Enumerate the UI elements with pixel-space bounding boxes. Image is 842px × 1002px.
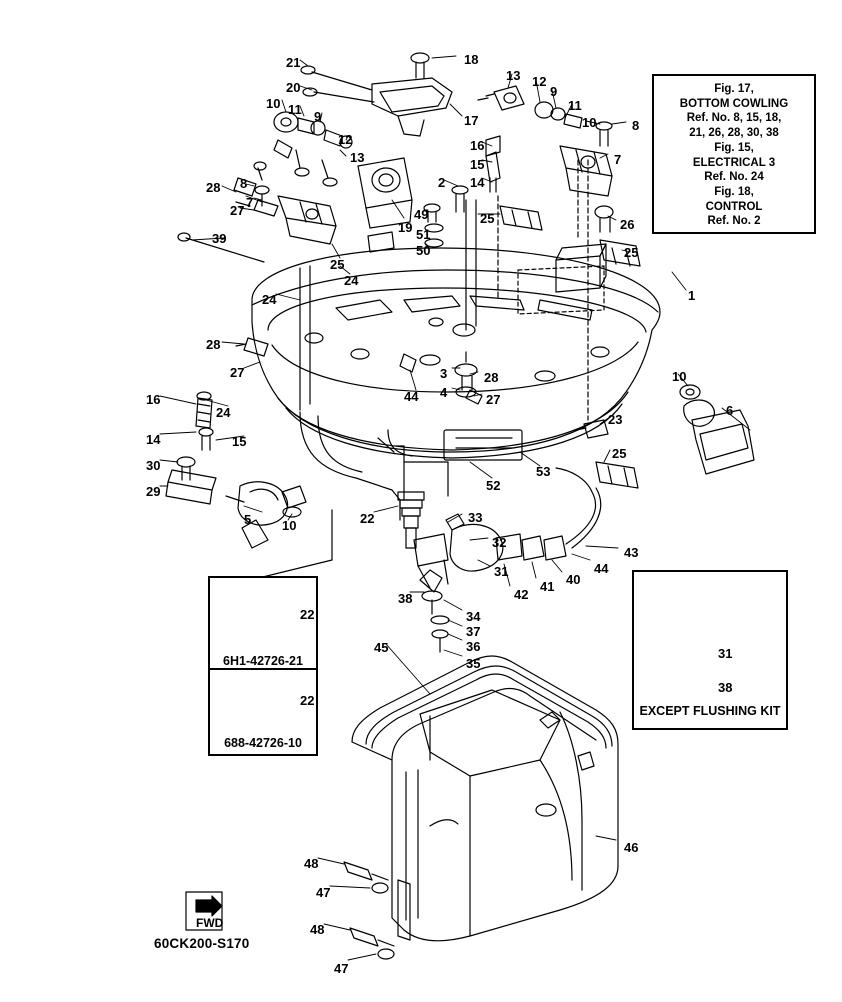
callout-42: 42	[514, 587, 529, 602]
callout-47: 47	[334, 961, 349, 976]
callout-25: 25	[612, 446, 627, 461]
callout-10: 10	[282, 518, 297, 533]
callout-45: 45	[374, 640, 389, 655]
callout-10: 10	[266, 96, 281, 111]
refbox-line-7: Fig. 18,	[714, 186, 754, 199]
callout-8: 8	[240, 176, 248, 191]
refbox-line-5: ELECTRICAL 3	[692, 156, 776, 169]
callout-8: 8	[632, 118, 640, 133]
callout-26: 26	[620, 217, 635, 232]
callout-4: 4	[440, 385, 448, 400]
callout-6: 6	[726, 403, 734, 418]
callout-31: 31	[494, 564, 509, 579]
callout-10: 10	[582, 115, 597, 130]
part-code: 60CK200-S170	[154, 936, 250, 951]
callout-19: 19	[398, 220, 413, 235]
inset-code-top: 6H1-42726-21	[223, 654, 303, 668]
fwd-arrow-label: FWD	[196, 916, 224, 930]
refbox-line-6: Ref. No. 24	[704, 171, 764, 184]
callout-48: 48	[310, 922, 325, 937]
callout-11: 11	[568, 98, 582, 113]
inset-right-callout-31: 31	[718, 646, 733, 661]
callout-35: 35	[466, 656, 481, 671]
inset-box-grommets	[208, 576, 318, 756]
callout-33: 33	[468, 510, 483, 525]
callout-18: 18	[464, 52, 479, 67]
callout-16: 16	[470, 138, 485, 153]
refbox-line-3: 21, 26, 28, 30, 38	[689, 127, 779, 140]
callout-28: 28	[206, 337, 221, 352]
callout-30: 30	[146, 458, 161, 473]
refbox-line-9: Ref. No. 2	[707, 215, 761, 228]
callout-48: 48	[304, 856, 319, 871]
callout-23: 23	[608, 412, 623, 427]
callout-43: 43	[624, 545, 639, 560]
callout-15: 15	[232, 434, 247, 449]
inset-divider	[208, 668, 318, 670]
callout-38: 38	[398, 591, 413, 606]
callout-11: 11	[288, 102, 302, 117]
inset-callout-22-top: 22	[300, 607, 315, 622]
callout-17: 17	[464, 113, 479, 128]
callout-24: 24	[344, 273, 359, 288]
callout-3: 3	[440, 366, 448, 381]
callout-27: 27	[230, 365, 245, 380]
callout-28: 28	[484, 370, 499, 385]
callout-53: 53	[536, 464, 551, 479]
callout-9: 9	[550, 84, 558, 99]
callout-50: 50	[416, 243, 431, 258]
callout-24: 24	[262, 292, 277, 307]
callout-25: 25	[330, 257, 345, 272]
callout-16: 16	[146, 392, 161, 407]
callout-10: 10	[672, 369, 687, 384]
inset-right-callout-38: 38	[718, 680, 733, 695]
callout-34: 34	[466, 609, 481, 624]
inset-right-title: EXCEPT FLUSHING KIT	[639, 704, 781, 718]
inset-code-bottom: 688-42726-10	[224, 736, 302, 750]
refbox-line-4: Fig. 15,	[714, 141, 754, 154]
callout-39: 39	[212, 231, 227, 246]
callout-28: 28	[206, 180, 221, 195]
callout-29: 29	[146, 484, 161, 499]
callout-2: 2	[438, 175, 446, 190]
callout-40: 40	[566, 572, 581, 587]
refbox-line-2: Ref. No. 8, 15, 18,	[686, 112, 782, 125]
callout-51: 51	[416, 227, 431, 242]
callout-1: 1	[688, 288, 696, 303]
callout-25: 25	[480, 211, 495, 226]
callout-44: 44	[594, 561, 609, 576]
callout-9: 9	[314, 109, 322, 124]
callout-12: 12	[532, 74, 547, 89]
callout-22: 22	[360, 511, 375, 526]
refbox-line-8: CONTROL	[705, 200, 763, 213]
refbox-line-1: BOTTOM COWLING	[679, 97, 789, 110]
reference-box	[652, 74, 816, 234]
callout-41: 41	[540, 579, 555, 594]
callout-36: 36	[466, 639, 481, 654]
callout-21: 21	[286, 55, 301, 70]
callout-14: 14	[146, 432, 161, 447]
callout-25: 25	[624, 245, 639, 260]
callout-5: 5	[244, 512, 252, 527]
callout-7: 7	[614, 152, 622, 167]
callout-47: 47	[316, 885, 331, 900]
callout-49: 49	[414, 207, 429, 222]
callout-7: 7	[246, 195, 254, 210]
callout-27: 27	[486, 392, 501, 407]
callout-20: 20	[286, 80, 301, 95]
callout-13: 13	[350, 150, 365, 165]
callout-32: 32	[492, 535, 507, 550]
callout-24: 24	[216, 405, 231, 420]
refbox-line-0: Fig. 17,	[714, 83, 754, 95]
inset-box-except-flushing-kit	[632, 570, 788, 730]
callout-52: 52	[486, 478, 501, 493]
callout-13: 13	[506, 68, 521, 83]
callout-44: 44	[404, 389, 419, 404]
callout-14: 14	[470, 175, 485, 190]
callout-12: 12	[338, 132, 353, 147]
callout-27: 27	[230, 203, 245, 218]
inset-callout-22-bottom: 22	[300, 693, 315, 708]
callout-37: 37	[466, 624, 481, 639]
callout-15: 15	[470, 157, 485, 172]
callout-46: 46	[624, 840, 639, 855]
